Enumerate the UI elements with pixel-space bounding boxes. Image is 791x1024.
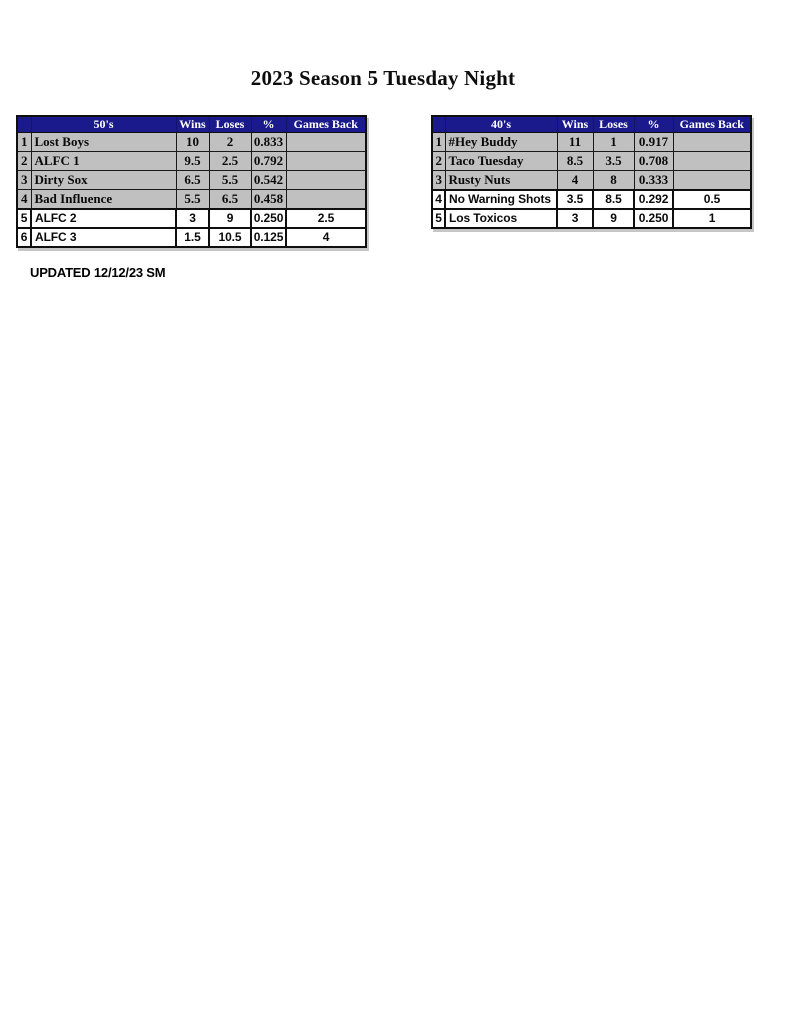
team-cell: #Hey Buddy xyxy=(445,133,557,152)
wins-cell: 3.5 xyxy=(557,190,593,209)
wins-cell: 1.5 xyxy=(176,228,209,247)
page-title: 2023 Season 5 Tuesday Night xyxy=(250,66,516,90)
wins-cell: 8.5 xyxy=(557,152,593,171)
team-cell: Bad Influence xyxy=(31,190,176,209)
column-header: 40's xyxy=(445,116,557,133)
header-row xyxy=(432,116,751,133)
wins-cell: 3 xyxy=(557,209,593,228)
loses-cell: 6.5 xyxy=(209,190,251,209)
rank-cell: 4 xyxy=(432,190,445,209)
loses-cell: 5.5 xyxy=(209,171,251,190)
pct-cell: 0.542 xyxy=(251,171,286,190)
header-row xyxy=(17,116,366,133)
loses-cell: 2 xyxy=(209,133,251,152)
rank-cell: 3 xyxy=(432,171,445,190)
standings-table-40s xyxy=(431,115,752,229)
wins-cell: 6.5 xyxy=(176,171,209,190)
rank-cell: 5 xyxy=(17,209,31,228)
games-back-cell xyxy=(286,171,366,190)
standings-table-50s xyxy=(16,115,367,248)
team-cell: Los Toxicos xyxy=(445,209,557,228)
team-cell: Lost Boys xyxy=(31,133,176,152)
standings-row xyxy=(17,171,366,190)
rank-cell: 3 xyxy=(17,171,31,190)
pct-cell: 0.250 xyxy=(251,209,286,228)
rank-cell: 6 xyxy=(17,228,31,247)
games-back-cell xyxy=(286,152,366,171)
column-header: Games Back xyxy=(286,116,366,133)
loses-cell: 2.5 xyxy=(209,152,251,171)
rank-cell: 2 xyxy=(432,152,445,171)
wins-cell: 10 xyxy=(176,133,209,152)
wins-cell: 5.5 xyxy=(176,190,209,209)
standings-row xyxy=(432,133,751,152)
column-header: % xyxy=(251,116,286,133)
loses-cell: 10.5 xyxy=(209,228,251,247)
pct-cell: 0.833 xyxy=(251,133,286,152)
loses-cell: 8 xyxy=(593,171,634,190)
pct-cell: 0.292 xyxy=(634,190,673,209)
pct-cell: 0.458 xyxy=(251,190,286,209)
wins-cell: 9.5 xyxy=(176,152,209,171)
column-header: Loses xyxy=(209,116,251,133)
loses-cell: 8.5 xyxy=(593,190,634,209)
team-cell: Taco Tuesday xyxy=(445,152,557,171)
standings-row xyxy=(17,133,366,152)
loses-cell: 3.5 xyxy=(593,152,634,171)
games-back-cell xyxy=(286,133,366,152)
team-cell: Dirty Sox xyxy=(31,171,176,190)
pct-cell: 0.333 xyxy=(634,171,673,190)
wins-cell: 4 xyxy=(557,171,593,190)
rank-cell: 4 xyxy=(17,190,31,209)
rank-cell: 5 xyxy=(432,209,445,228)
games-back-cell xyxy=(673,171,751,190)
standings-row xyxy=(17,228,366,247)
standings-row xyxy=(432,152,751,171)
column-header: Games Back xyxy=(673,116,751,133)
games-back-cell: 1 xyxy=(673,209,751,228)
games-back-cell xyxy=(286,190,366,209)
loses-cell: 9 xyxy=(593,209,634,228)
games-back-cell xyxy=(673,133,751,152)
rank-cell: 2 xyxy=(17,152,31,171)
games-back-cell xyxy=(673,152,751,171)
column-header: 50's xyxy=(31,116,176,133)
pct-cell: 0.125 xyxy=(251,228,286,247)
standings-row xyxy=(17,152,366,171)
team-cell: ALFC 2 xyxy=(31,209,176,228)
games-back-cell: 4 xyxy=(286,228,366,247)
games-back-cell: 2.5 xyxy=(286,209,366,228)
rank-column-header xyxy=(432,116,445,133)
team-cell: ALFC 3 xyxy=(31,228,176,247)
team-cell: Rusty Nuts xyxy=(445,171,557,190)
rank-cell: 1 xyxy=(17,133,31,152)
standings-row xyxy=(432,190,751,209)
column-header: Wins xyxy=(557,116,593,133)
wins-cell: 11 xyxy=(557,133,593,152)
column-header: Wins xyxy=(176,116,209,133)
pct-cell: 0.250 xyxy=(634,209,673,228)
loses-cell: 9 xyxy=(209,209,251,228)
wins-cell: 3 xyxy=(176,209,209,228)
standings-row xyxy=(432,209,751,228)
standings-table xyxy=(16,115,367,248)
rank-column-header xyxy=(17,116,31,133)
pct-cell: 0.917 xyxy=(634,133,673,152)
updated-note: UPDATED 12/12/23 SM xyxy=(30,265,166,280)
team-cell: No Warning Shots xyxy=(445,190,557,209)
standings-row xyxy=(17,209,366,228)
rank-cell: 1 xyxy=(432,133,445,152)
team-cell: ALFC 1 xyxy=(31,152,176,171)
standings-row xyxy=(17,190,366,209)
column-header: Loses xyxy=(593,116,634,133)
standings-table xyxy=(431,115,752,229)
games-back-cell: 0.5 xyxy=(673,190,751,209)
pct-cell: 0.708 xyxy=(634,152,673,171)
column-header: % xyxy=(634,116,673,133)
loses-cell: 1 xyxy=(593,133,634,152)
pct-cell: 0.792 xyxy=(251,152,286,171)
standings-row xyxy=(432,171,751,190)
